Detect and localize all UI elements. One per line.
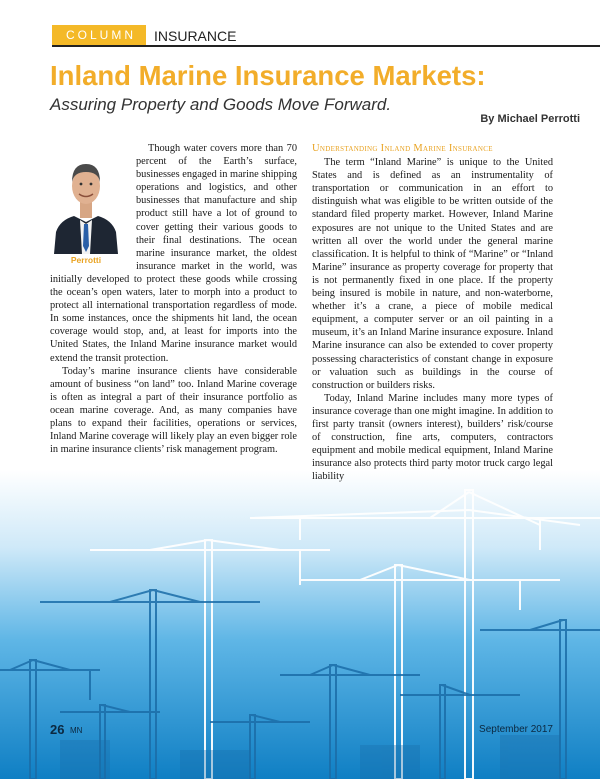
article-title: Inland Marine Insurance Markets: [50, 60, 486, 91]
article-right-column [312, 142, 553, 483]
column-tag: COLUMN [52, 25, 146, 46]
header-rule [52, 45, 600, 47]
article-left-column [50, 142, 297, 456]
portrait-spacer [50, 142, 130, 263]
section-label: INSURANCE [154, 28, 237, 44]
body-paragraph: Today’s marine insurance clients have considerable amount of business “on land” too. Inland Marine coverage is often as integral a part of their insurance portfolio as ocean marine coverage. And, as many companies have plans to expand their facilities, operations or services, Inland Marine coverage will likely play an even bigger role in marine insurance clients’ risk management program. [50, 365, 297, 456]
portrait-caption: Perrotti [70, 255, 102, 265]
body-paragraph: Though water covers more than 70 percent of the Earth’s surface, businesses engaged in marine shipping operations and logistics, and other businesses that manufacture and ship product still have a lot of ground to cover getting their various goods to their final destinations. The ocean marine insurance market, the oldest insurance market in the world, was initially developed to protect these goods while crossing the ocean’s open waters, later to morph into a product to protect all international transportation regardless of mode. In some instances, once the shipments hit land, the ocean coverage would stop, and, at least for imports into the United States, the Inland Marine insurance market would extend the transit protection. [50, 143, 297, 364]
publication-name: MN [70, 726, 83, 735]
byline: By Michael Perrotti [480, 113, 580, 125]
article-subtitle: Assuring Property and Goods Move Forward. [50, 95, 392, 114]
issue-date: September 2017 [479, 724, 553, 735]
section-subhead: Understanding Inland Marine Insurance [312, 143, 493, 154]
body-paragraph: The term “Inland Marine” is unique to the United States and is defined as an instrumentality of transportation or communication in an effort to distinguish what was eligible to be written outside of the standard filed property market. However, Inland Marine exposures are not unique to the United States and are written all over the world under the general marine classification. It is helpful to think of “Marine” or “Inland Marine” insurance as property coverage for property that is not permanently fixed in one place. If the property being insured is mobile in nature, and non-waterborne, whether it’s a crane, a piece of mobile medical equipment, a computer server or an oil painting in a museum, it’s an Inland Marine insurance exposure. Inland Marine insurance can also be extended to cover property possessing characteristics of constant change in exposure or valuation such as buildings in the course of construction or builders risks. [312, 157, 553, 391]
body-paragraph: Today, Inland Marine includes many more types of insurance coverage than one might imagine. In addition to first party transit (owners interest), builders’ risk/course of construction, fine arts, computers, contractors equipment and mobile medical equipment, Inland Marine insurance also protects third party motor truck cargo legal liability [312, 392, 553, 483]
page-number: 26 [50, 722, 65, 737]
